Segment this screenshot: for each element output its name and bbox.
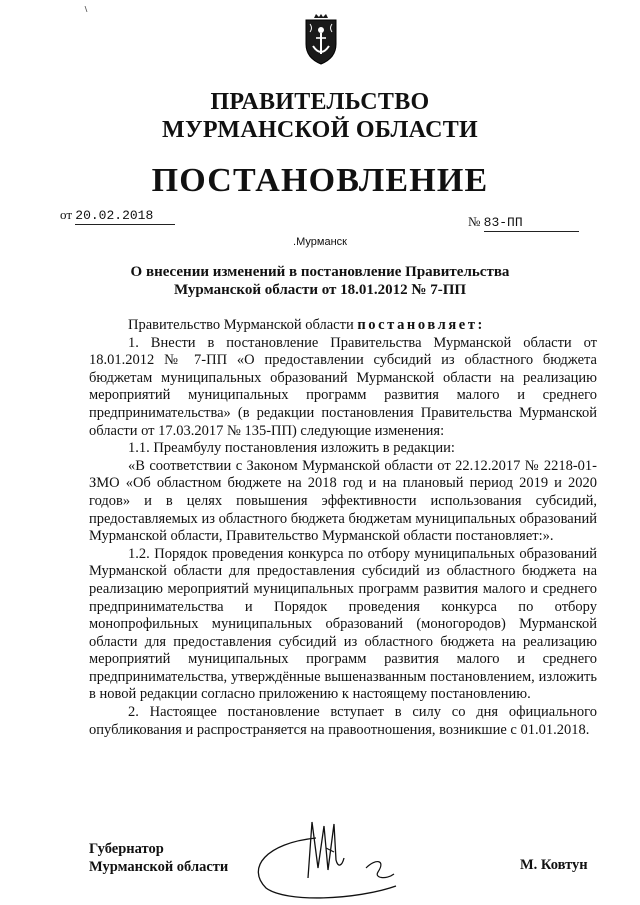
signatory-position-line2: Мурманской области: [89, 859, 229, 875]
government-name-line1: ПРАВИТЕЛЬСТВО: [210, 89, 430, 115]
number-value: 83-ПП: [484, 215, 579, 232]
document-title: О внесении изменений в постановление Правительства Мурманской области от 18.01.2012 № 7-ПП: [130, 264, 510, 298]
number-prefix: №: [468, 214, 481, 229]
paragraph-1-1: 1.1. Преамбулу постановления изложить в редакции:: [128, 440, 455, 457]
paragraph-1-2: 1.2. Порядок проведения конкурса по отбору муниципальных образований Мурманской области для предоставления субсидий из областного бюджета на реализацию мероприятий муниципальных программ развития малого и среднего предпринимательства и Порядок проведения конкурса по отбору монопрофильных муниципальных образований (моногородов) Мурманской области для предоставления субсидий из областного бюджета на реализацию мероприятий муниципальных программ развития малого и среднего предпринимательства, утверждённые вышеназванным постановлением, изложить в новой редакции согласно приложению к настоящему постановлению.: [89, 545, 597, 703]
date-field: [60, 207, 175, 225]
paragraph-1-1-quote: «В соответствии с Законом Мурманской области от 22.12.2017 № 2218-01-ЗМО «Об областном бюджете на 2018 год и на плановый период 2019 и 2020 годов» и в целях повышения эффективности использования субсидий, предоставляемых из областного бюджета бюджетам муниципальных образований Мурманской области, Правительство Мурманской области постановляет:».: [89, 457, 597, 545]
scan-mark: [84, 6, 88, 12]
document-body: [89, 317, 597, 739]
signatory-name: М. Ковтун: [520, 857, 588, 873]
signatory-position-line1: Губернатор: [89, 841, 164, 857]
number-field: [468, 214, 579, 232]
date-prefix: от: [60, 207, 73, 222]
date-value: 20.02.2018: [75, 208, 175, 225]
resolve-prefix: Правительство Мурманской области: [128, 317, 358, 333]
signatory-position: [89, 840, 228, 876]
resolve-line: [89, 317, 597, 335]
resolve-word: постановляет:: [357, 317, 485, 333]
paragraph-2: 2. Настоящее постановление вступает в силу со дня официального опубликования и распространяется на правоотношения, возникшие с 01.01.2018.: [89, 704, 597, 738]
paragraph-1: 1. Внести в постановление Правительства Мурманской области от 18.01.2012 № 7-ПП «О предоставлении субсидий из областного бюджета бюджетам муниципальных образований Мурманской области на реализацию мероприятий муниципальных программ развития малого и среднего предпринимательства» (в редакции постановления Правительства Мурманской области от 17.03.2017 № 135-ПП) следующие изменения:: [89, 334, 597, 439]
government-name-line2: МУРМАНСКОЙ ОБЛАСТИ: [162, 117, 478, 143]
coat-of-arms-icon: [302, 14, 340, 66]
document-type: ПОСТАНОВЛЕНИЕ: [151, 162, 489, 199]
city-name: .Мурманск: [293, 236, 347, 248]
handwritten-signature: [246, 808, 446, 903]
